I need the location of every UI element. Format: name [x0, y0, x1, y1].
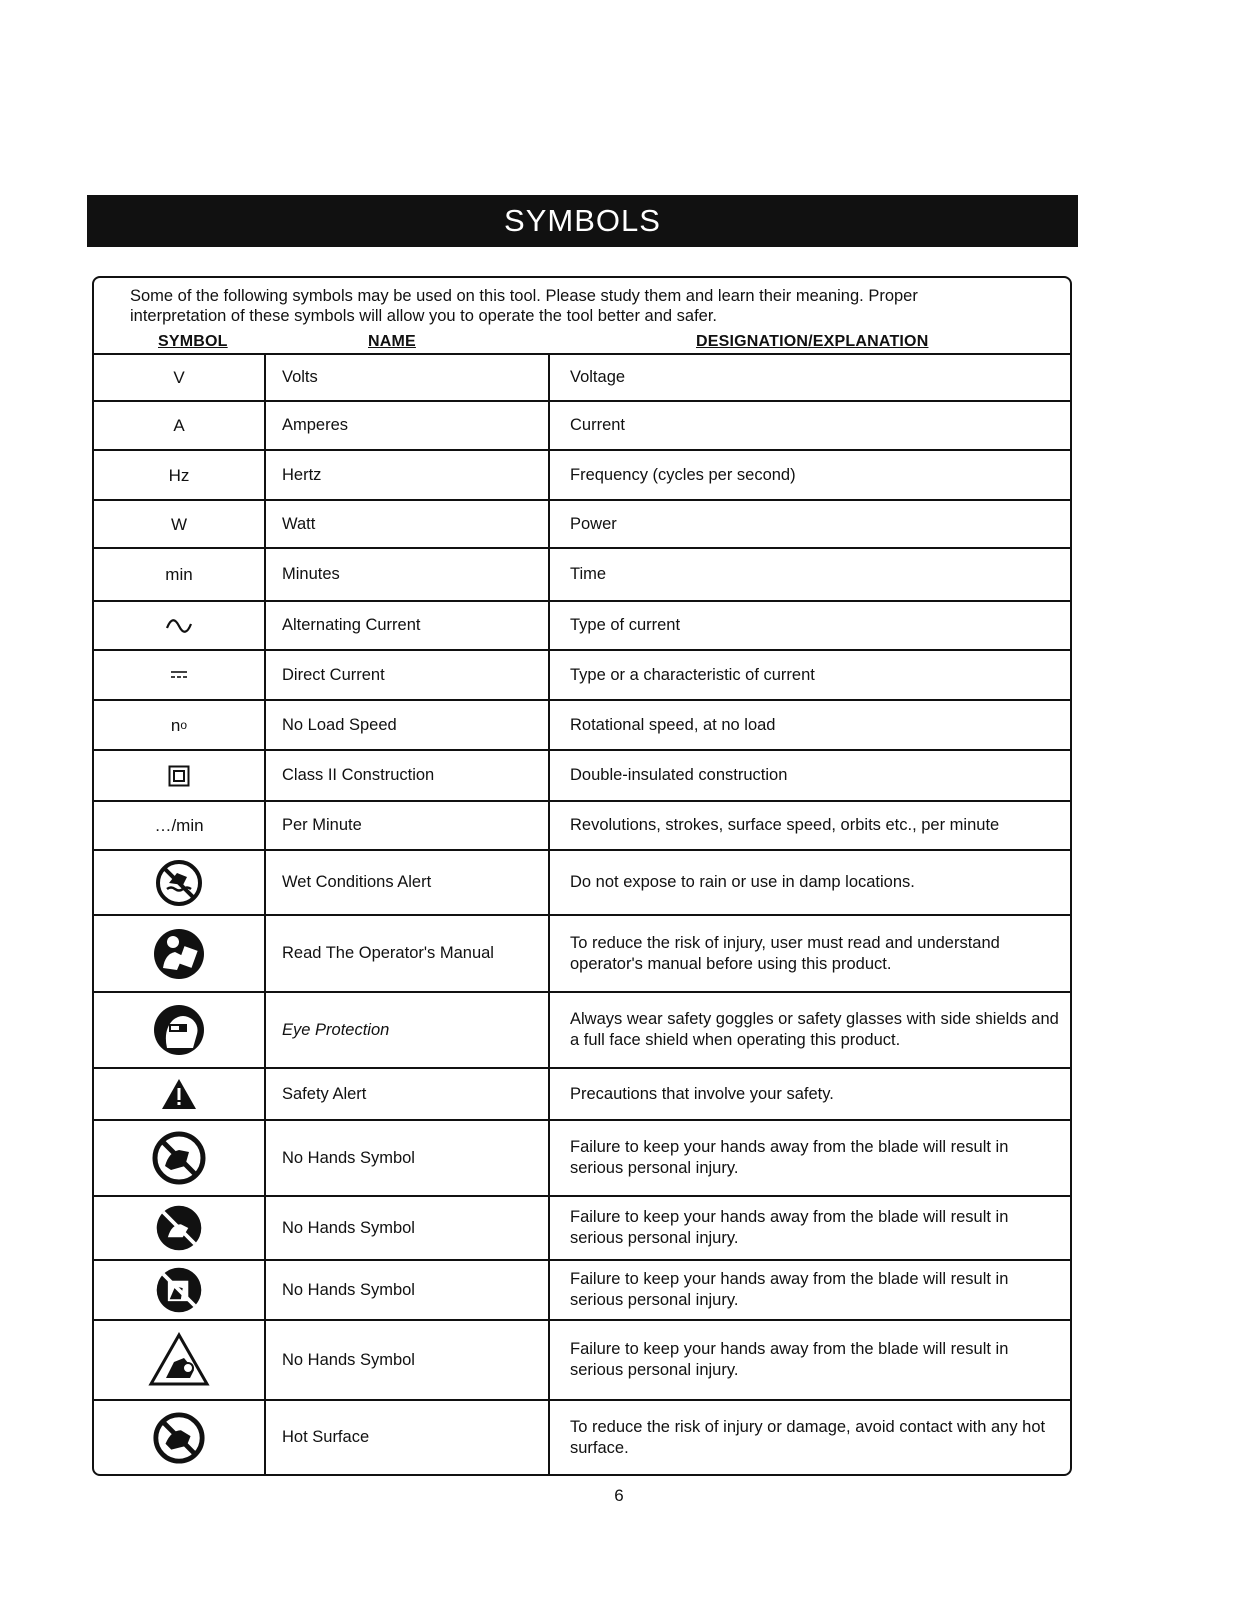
- symbol-cell: Hz: [168, 465, 190, 485]
- desc-cell: Failure to keep your hands away from the blade will result in serious personal injury.: [570, 1138, 1009, 1177]
- name-cell: Read The Operator's Manual: [282, 944, 494, 962]
- desc-cell: Failure to keep your hands away from the blade will result in serious personal injury.: [570, 1270, 1009, 1309]
- desc-cell: Type of current: [570, 616, 681, 634]
- table-row: [92, 353, 1072, 400]
- symbol-cell: W: [170, 514, 188, 534]
- header-designation: DESIGNATION/EXPLANATION: [696, 333, 929, 350]
- no-hands-icon: [153, 1202, 205, 1254]
- desc-cell: Rotational speed, at no load: [570, 715, 776, 734]
- header-symbol: SYMBOL: [158, 333, 228, 350]
- table-row: [92, 1119, 1072, 1195]
- table-row: [92, 600, 1072, 649]
- desc-cell: Voltage: [570, 368, 626, 386]
- symbol-cell: [92, 1197, 266, 1259]
- read-manual-icon: [151, 926, 207, 982]
- symbol-cell: [92, 701, 266, 749]
- table-row: [92, 1259, 1072, 1319]
- no-hands-warning-icon: [148, 1332, 210, 1388]
- name-cell: Wet Conditions Alert: [282, 873, 432, 891]
- symbol-cell: [92, 602, 266, 649]
- symbol-cell: [92, 851, 266, 914]
- table-row: [92, 1195, 1072, 1259]
- name-cell: Alternating Current: [282, 616, 421, 634]
- desc-cell: Time: [570, 565, 607, 583]
- class-ii-construction-icon: [168, 765, 190, 787]
- symbol-cell: [92, 1261, 266, 1319]
- symbol-cell: [92, 1069, 266, 1119]
- symbol-cell: V: [173, 368, 185, 387]
- name-cell: Hot Surface: [282, 1428, 370, 1446]
- table-row: [92, 800, 1072, 849]
- table-row: [92, 1319, 1072, 1399]
- desc-cell: Double-insulated construction: [570, 766, 788, 784]
- symbol-cell: [92, 751, 266, 800]
- symbol-cell: [92, 916, 266, 991]
- desc-cell: Type or a characteristic of current: [570, 665, 815, 684]
- symbol-cell: [92, 1401, 266, 1474]
- symbol-cell: [92, 651, 266, 699]
- safety-alert-icon: [160, 1077, 198, 1111]
- desc-cell: Revolutions, strokes, surface speed, orbits etc., per minute: [570, 816, 1000, 834]
- page-number: 6: [614, 1486, 624, 1505]
- no-hands-icon: [151, 1130, 207, 1186]
- symbol-cell: …/min: [154, 816, 204, 835]
- table-row: [92, 699, 1072, 749]
- name-cell: Class II Construction: [282, 766, 435, 784]
- intro-line-2: interpretation of these symbols will allow you to operate the tool better and safer.: [130, 307, 717, 325]
- name-cell: Hertz: [282, 465, 322, 484]
- desc-cell: To reduce the risk of injury, user must read and understand operator's manual before using this product.: [570, 933, 1000, 973]
- symbol-cell: [92, 1121, 266, 1195]
- name-cell: Eye Protection: [282, 1020, 390, 1039]
- symbol-cell: [92, 1321, 266, 1399]
- name-cell: Volts: [282, 368, 318, 386]
- no-hands-icon: [153, 1264, 205, 1316]
- desc-cell: Current: [570, 416, 626, 434]
- table-row: [92, 749, 1072, 800]
- name-cell: No Hands Symbol: [282, 1148, 415, 1167]
- desc-cell: Precautions that involve your safety.: [570, 1084, 834, 1103]
- wet-conditions-icon: [155, 859, 203, 907]
- desc-cell: Failure to keep your hands away from the blade will result in serious personal injury.: [570, 1208, 1009, 1247]
- name-cell: Minutes: [282, 565, 340, 583]
- page-title: SYMBOLS: [87, 195, 1078, 247]
- symbol-cell: [92, 993, 266, 1067]
- name-cell: No Hands Symbol: [282, 1218, 415, 1237]
- alternating-current-icon: [164, 616, 194, 636]
- desc-cell: Always wear safety goggles or safety glasses with side shields and a full face shield when operating this product.: [570, 1010, 1059, 1049]
- name-cell: Direct Current: [282, 665, 385, 684]
- desc-cell: Power: [570, 514, 617, 533]
- symbol-cell: min: [165, 565, 193, 584]
- table-row: [92, 1067, 1072, 1119]
- table-row: [92, 499, 1072, 547]
- name-cell: Per Minute: [282, 816, 362, 834]
- table-row: [92, 1399, 1072, 1474]
- symbol-cell: A: [173, 416, 185, 435]
- name-cell: Amperes: [282, 416, 349, 434]
- symbol-subscript: o: [180, 717, 188, 732]
- direct-current-icon: [169, 669, 189, 681]
- table-row: [92, 547, 1072, 600]
- eye-protection-icon: [151, 1002, 207, 1058]
- symbol-text: n: [170, 715, 181, 735]
- name-cell: No Hands Symbol: [282, 1280, 415, 1299]
- table-row: [92, 449, 1072, 499]
- table-row: [92, 914, 1072, 991]
- name-cell: Watt: [282, 514, 316, 533]
- intro-line-1: Some of the following symbols may be used on this tool. Please study them and learn their meaning. Proper: [130, 287, 918, 305]
- desc-cell: Failure to keep your hands away from the blade will result in serious personal injury.: [570, 1340, 1009, 1379]
- name-cell: No Hands Symbol: [282, 1350, 415, 1369]
- table-row: [92, 400, 1072, 449]
- desc-cell: To reduce the risk of injury or damage, avoid contact with any hot surface.: [570, 1417, 1046, 1457]
- desc-cell: Frequency (cycles per second): [570, 465, 796, 484]
- hot-surface-icon: [152, 1411, 206, 1465]
- header-name: NAME: [368, 333, 416, 350]
- desc-cell: Do not expose to rain or use in damp locations.: [570, 873, 915, 891]
- intro-text: [130, 286, 1050, 326]
- name-cell: Safety Alert: [282, 1084, 367, 1103]
- table-row: [92, 649, 1072, 699]
- table-row: [92, 991, 1072, 1067]
- name-cell: No Load Speed: [282, 715, 397, 734]
- table-row: [92, 849, 1072, 914]
